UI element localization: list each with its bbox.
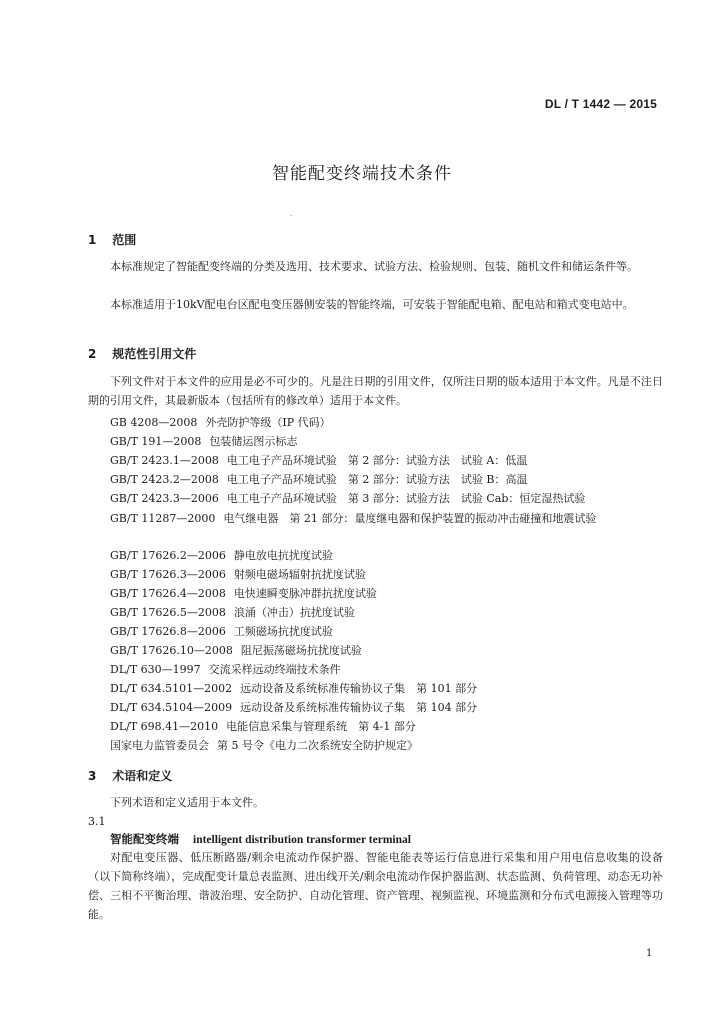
reference-item: [88, 509, 663, 528]
reference-code: GB/T 17626.3—2006: [110, 568, 226, 581]
reference-title: 静电放电抗扰度试验: [233, 549, 333, 562]
reference-code: GB/T 11287—2000: [110, 512, 216, 525]
section-1-heading: [88, 231, 136, 248]
reference-title: 射频电磁场辐射抗扰度试验: [233, 568, 366, 581]
reference-item: [110, 604, 355, 620]
reference-item: [110, 547, 333, 563]
reference-item: [110, 585, 377, 601]
reference-code: GB/T 17626.5—2008: [110, 606, 226, 619]
reference-title: 外壳防护等级（IP 代码）: [205, 416, 331, 429]
reference-code: GB/T 191—2008: [110, 435, 202, 448]
reference-title: 电快速瞬变脉冲群抗扰度试验: [233, 587, 377, 600]
reference-item: [110, 452, 527, 468]
section-number: 1: [88, 233, 97, 247]
reference-code: GB 4208—2008: [110, 416, 198, 429]
reference-title: 浪涌（冲击）抗扰度试验: [233, 606, 355, 619]
section-3-intro: 下列术语和定义适用于本文件。: [110, 796, 264, 809]
reference-item: [110, 414, 331, 430]
term-english: intelligent distribution transformer terminal: [193, 834, 411, 846]
reference-code: DL/T 698.41—2010: [110, 720, 219, 733]
reference-title: 电工电子产品环境试验 第 3 部分：试验方法 试验 Cab：恒定湿热试验: [226, 492, 586, 505]
reference-item: [110, 737, 418, 753]
section-title: 规范性引用文件: [112, 347, 197, 361]
reference-item: [110, 566, 366, 582]
reference-title: 电能信息采集与管理系统 第 4-1 部分: [226, 720, 416, 733]
reference-title: 电气继电器 第 21 部分：量度继电器和保护装置的振动冲击碰撞和地震试验: [223, 512, 597, 525]
reference-code: GB/T 2423.1—2008: [110, 454, 219, 467]
reference-code: GB/T 17626.2—2006: [110, 549, 226, 562]
reference-code: GB/T 2423.3—2006: [110, 492, 219, 505]
reference-item: [110, 680, 477, 696]
reference-code: DL/T 634.5104—2009: [110, 701, 233, 714]
page-number: 1: [646, 948, 653, 959]
reference-item: [110, 642, 362, 658]
section-2-intro: 下列文件对于本文件的应用是必不可少的。凡是注日期的引用文件，仅所注日期的版本适用于本文件。凡是不注日期的引用文件，其最新版本（包括所有的修改单）适用于本文件。: [88, 375, 663, 407]
clause-number: 3.1: [88, 815, 106, 828]
reference-code: 国家电力监管委员会: [110, 739, 209, 752]
section-2-heading: [88, 345, 196, 362]
section-title: 术语和定义: [112, 769, 173, 783]
section-number: 2: [88, 347, 97, 361]
reference-title: 远动设备及系统标准传输协议子集 第 104 部分: [240, 701, 478, 714]
reference-code: GB/T 17626.8—2006: [110, 625, 226, 638]
term-definition: 对配电变压器、低压断路器/剩余电流动作保护器、智能电能表等运行信息进行采集和用户用电信息收集的设备（以下简称终端），完成配变计量总表监测、进出线开关/剩余电流动作保护器监测、状态监测、负荷管理、动态无功补偿、三相不平衡治理、谐波治理、安全防护、自动化管理、资产管理、视频监视、环境监测和分布式电源接入管理等功能。: [88, 851, 663, 921]
reference-title: 电工电子产品环境试验 第 2 部分：试验方法 试验 B：高温: [226, 473, 528, 486]
reference-title: 电工电子产品环境试验 第 2 部分：试验方法 试验 A：低温: [226, 454, 528, 467]
reference-code: GB/T 17626.4—2008: [110, 587, 226, 600]
reference-item: [110, 490, 585, 506]
standard-code: DL / T 1442 — 2015: [544, 97, 657, 111]
reference-title: 包装储运图示标志: [209, 435, 298, 448]
reference-item: [110, 433, 297, 449]
reference-code: GB/T 2423.2—2008: [110, 473, 219, 486]
section-number: 3: [88, 769, 97, 783]
reference-code: GB/T 17626.10—2008: [110, 644, 233, 657]
section-1-paragraph: 本标准适用于10kV配电台区配电变压器侧安装的智能终端，可安装于智能配电箱、配电站和箱式变电站中。: [110, 298, 634, 311]
reference-title: 阻尼振荡磁场抗扰度试验: [240, 644, 362, 657]
reference-code: DL/T 630—1997: [110, 663, 201, 676]
section-1-paragraph: 本标准规定了智能配变终端的分类及选用、技术要求、试验方法、检验规则、包装、随机文件和储运条件等。: [110, 260, 638, 273]
document-title: 智能配变终端技术条件: [272, 164, 452, 184]
reference-item: [110, 718, 416, 734]
reference-title: 工频磁场抗扰度试验: [233, 625, 333, 638]
scan-dot: .: [290, 209, 293, 218]
reference-item: [110, 699, 477, 715]
section-3-heading: [88, 767, 172, 784]
reference-title: 交流采样远动终端技术条件: [208, 663, 341, 676]
reference-title: 第 5 号令《电力二次系统安全防护规定》: [217, 739, 418, 752]
reference-item: [110, 661, 341, 677]
term-chinese: 智能配变终端: [110, 832, 179, 846]
term-line: [110, 831, 411, 847]
reference-item: [110, 623, 333, 639]
reference-title: 远动设备及系统标准传输协议子集 第 101 部分: [240, 682, 478, 695]
reference-item: [110, 471, 527, 487]
reference-code: DL/T 634.5101—2002: [110, 682, 233, 695]
section-title: 范围: [112, 233, 137, 247]
